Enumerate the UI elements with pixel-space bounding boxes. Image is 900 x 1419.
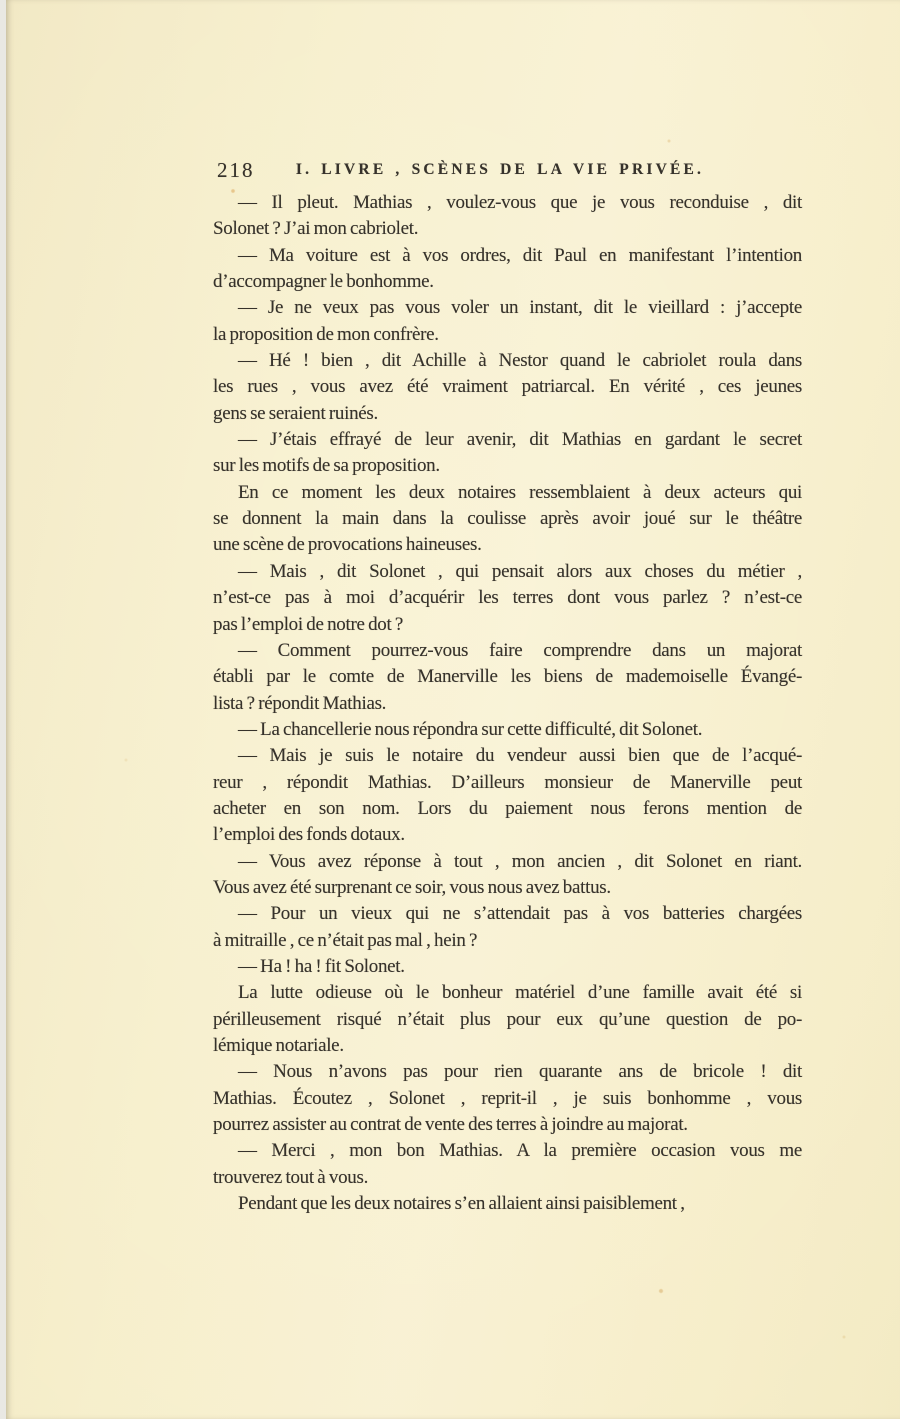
text-line: n’est-ce pas à moi d’acquérir les terres dont vous parlez ? n’est-ce (213, 587, 802, 609)
paragraph (213, 243, 802, 296)
text-line: lémique notariale. (213, 1035, 344, 1056)
paragraph (213, 480, 802, 559)
paragraph (213, 1059, 802, 1138)
text-line: les rues , vous avez été vraiment patriarcal. En vérité , ces jeunes (213, 376, 802, 398)
paragraph (213, 1191, 802, 1217)
text-line: trouverez tout à vous. (213, 1166, 369, 1188)
text-line: — Je ne veux pas vous voler un instant, dit le vieillard : j’accepte (238, 297, 802, 319)
text-line: une scène de provocations haineuses. (213, 534, 482, 556)
text-line: — Mais , dit Solonet , qui pensait alors aux choses du métier , (238, 560, 802, 582)
paragraph (213, 901, 802, 954)
text-line: Solonet ? J’ai mon cabriolet. (213, 218, 419, 240)
text-line: pourrez assister au contrat de vente des terres à joindre au majorat. (213, 1114, 688, 1136)
paragraph (213, 980, 802, 1059)
text-line: — Ha ! ha ! fit Solonet. (238, 955, 405, 977)
text-line: sur les motifs de sa proposition. (213, 455, 440, 477)
paragraph (213, 954, 802, 980)
text-line: lista ? répondit Mathias. (213, 692, 387, 714)
book-page (6, 0, 900, 1419)
paragraph (213, 427, 802, 480)
text-line: — J’étais effrayé de leur avenir, dit Mathias en gardant le secret (238, 429, 802, 451)
text-line: pas l’emploi de notre dot ? (213, 613, 404, 635)
paragraph (213, 849, 802, 902)
paragraph (213, 1138, 802, 1191)
text-line: établi par le comte de Manerville les biens de mademoiselle Évangé- (213, 666, 802, 688)
text-line: — La chancellerie nous répondra sur cette difficulté, dit Solonet. (238, 718, 703, 740)
paragraph (213, 295, 802, 348)
text-line: à mitraille , ce n’était pas mal , hein ? (213, 929, 478, 951)
text-line: — Mais je suis le notaire du vendeur aussi bien que de l’acqué- (238, 745, 802, 767)
text-line: — Nous n’avons pas pour rien quarante ans de bricole ! dit (238, 1061, 802, 1083)
paragraph (213, 717, 802, 743)
page-number: 218 (217, 158, 255, 182)
text-line: — Vous avez réponse à tout , mon ancien , dit Solonet en riant. (238, 850, 802, 872)
page-text (213, 190, 802, 1217)
paragraph (213, 743, 802, 848)
text-line: l’emploi des fonds dotaux. (213, 824, 405, 846)
text-line: En ce moment les deux notaires ressemblaient à deux acteurs qui (238, 481, 802, 503)
paragraph (213, 638, 802, 717)
text-line: Vous avez été surprenant ce soir, vous nous avez battus. (213, 876, 611, 898)
text-line: — Ma voiture est à vos ordres, dit Paul en manifestant l’intention (238, 244, 802, 266)
text-line: — Hé ! bien , dit Achille à Nestor quand le cabriolet roula dans (238, 350, 802, 372)
text-line: acheter en son nom. Lors du paiement nous ferons mention de (213, 797, 802, 819)
running-title: I. LIVRE , SCÈNES DE LA VIE PRIVÉE. (295, 161, 705, 178)
paragraph (213, 348, 802, 427)
text-line: périlleusement risqué n’était plus pour eux qu’une question de po- (213, 1008, 802, 1030)
text-line: reur , répondit Mathias. D’ailleurs monsieur de Manerville peut (213, 771, 802, 793)
text-line: — Merci , mon bon Mathias. A la première occasion vous me (238, 1140, 802, 1162)
paragraph (213, 559, 802, 638)
paragraph (213, 190, 802, 243)
text-line: se donnent la main dans la coulisse après avoir joué sur le théâtre (213, 508, 802, 530)
text-line: La lutte odieuse où le bonheur matériel d’une famille avait été si (238, 982, 802, 1004)
text-line: Pendant que les deux notaires s’en allaient ainsi paisiblement , (238, 1193, 685, 1215)
text-line: gens se seraient ruinés. (213, 402, 378, 424)
text-line: — Il pleut. Mathias , voulez-vous que je vous reconduise , dit (238, 192, 802, 213)
text-line: Mathias. Écoutez , Solonet , reprit-il , je suis bonhomme , vous (213, 1087, 802, 1109)
page-header (213, 157, 801, 185)
text-line: — Pour un vieux qui ne s’attendait pas à vos batteries chargées (238, 903, 802, 925)
text-line: — Comment pourrez-vous faire comprendre dans un majorat (238, 639, 802, 661)
text-line: la proposition de mon confrère. (213, 323, 439, 345)
text-line: d’accompagner le bonhomme. (213, 271, 434, 293)
